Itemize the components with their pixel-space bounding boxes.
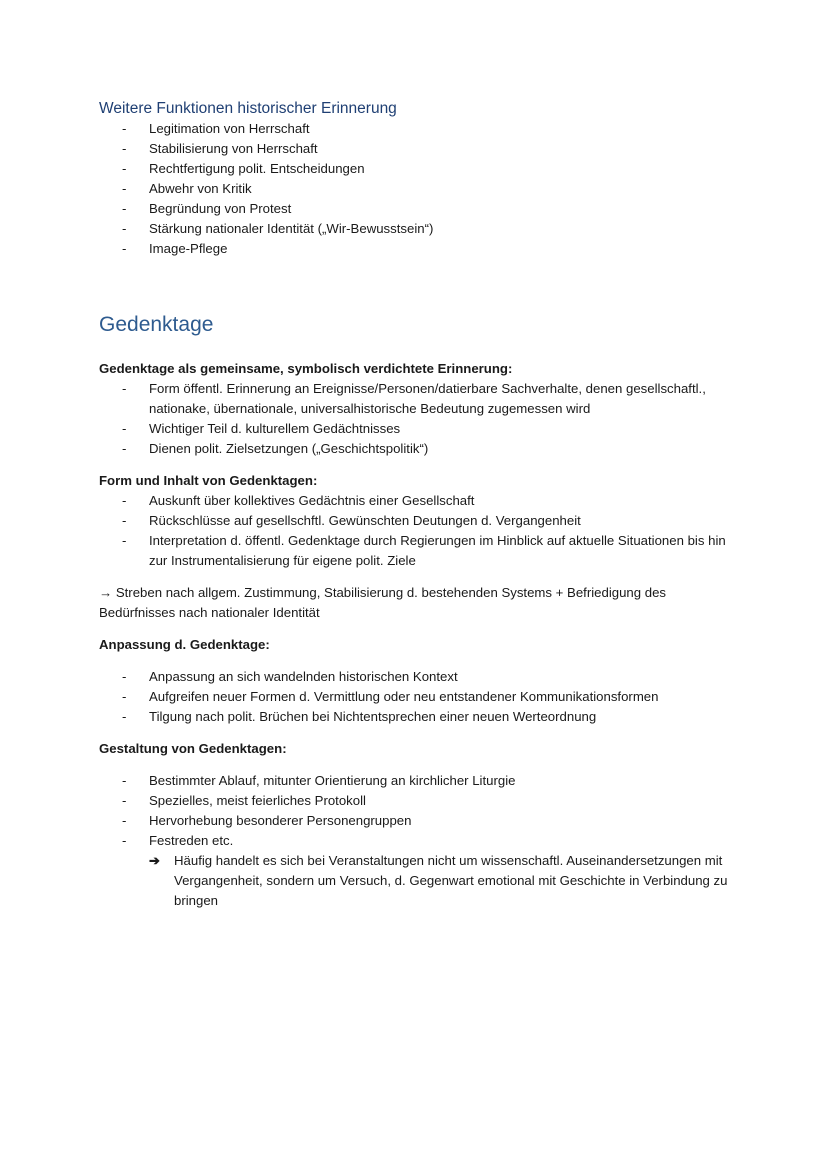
list-item: - Wichtiger Teil d. kulturellem Gedächtnisses: [99, 419, 739, 439]
arrow-right-icon: ➔: [149, 853, 161, 868]
list-item: - Spezielles, meist feierliches Protokoll: [99, 791, 739, 811]
list-item: - Bestimmter Ablauf, mitunter Orientierung an kirchlicher Liturgie: [99, 771, 739, 791]
block4-heading: Gestaltung von Gedenktagen:: [99, 741, 287, 756]
block1-list: [99, 379, 739, 459]
functions-list: [99, 119, 739, 259]
list-dash: -: [122, 513, 127, 528]
list-dash: -: [122, 833, 127, 848]
list-dash: -: [122, 441, 127, 456]
list-item: - Festreden etc.: [99, 831, 739, 851]
arrow-note-text: Häufig handelt es sich bei Veranstaltungen nicht um wissenschaftl. Auseinandersetzungen mit Vergangenheit, sondern um Versuch, d. Gegenwart emotional mit Geschichte in Verbindung zu bringen: [174, 853, 728, 908]
functions-heading: Weitere Funktionen historischer Erinnerung: [99, 100, 397, 117]
list-dash: -: [122, 121, 127, 136]
block4-list: [99, 771, 739, 851]
list-dash: -: [122, 241, 127, 256]
list-item: - Rückschlüsse auf gesellschftl. Gewünschten Deutungen d. Vergangenheit: [99, 511, 739, 531]
block3-heading: Anpassung d. Gedenktage:: [99, 637, 270, 652]
list-dash: -: [122, 689, 127, 704]
list-dash: -: [122, 533, 127, 548]
list-item: - Begründung von Protest: [99, 199, 739, 219]
list-item: - Dienen polit. Zielsetzungen („Geschichtspolitik“): [99, 439, 739, 459]
list-item: - Interpretation d. öffentl. Gedenktage durch Regierungen im Hinblick auf aktuelle Situationen bis hin zur Instrumentalisierung für eigene polit. Ziele: [122, 533, 726, 568]
list-item: - Image-Pflege: [99, 239, 739, 259]
list-dash: -: [122, 793, 127, 808]
list-dash: -: [122, 709, 127, 724]
list-dash: -: [122, 813, 127, 828]
block1-heading: Gedenktage als gemeinsame, symbolisch verdichtete Erinnerung:: [99, 361, 513, 376]
block3-list: [99, 667, 739, 727]
block2-list: [99, 491, 739, 571]
list-dash: -: [122, 493, 127, 508]
list-dash: -: [122, 161, 127, 176]
block2-heading: Form und Inhalt von Gedenktagen:: [99, 473, 318, 488]
list-item: - Rechtfertigung polit. Entscheidungen: [99, 159, 739, 179]
gedenktage-title: Gedenktage: [99, 313, 214, 336]
document-content: [99, 99, 739, 911]
list-item: - Hervorhebung besonderer Personengruppen: [99, 811, 739, 831]
list-dash: -: [122, 221, 127, 236]
list-dash: -: [122, 669, 127, 684]
block2-conclusion: → Streben nach allgem. Zustimmung, Stabilisierung d. bestehenden Systems + Befriedigung des Bedürfnisses nach nationaler Identität: [99, 585, 667, 620]
list-dash: -: [122, 201, 127, 216]
list-dash: -: [122, 773, 127, 788]
list-item: - Legitimation von Herrschaft: [99, 119, 739, 139]
list-item: - Aufgreifen neuer Formen d. Vermittlung oder neu entstandener Kommunikationsformen: [99, 687, 739, 707]
list-dash: -: [122, 421, 127, 436]
list-item: - Auskunft über kollektives Gedächtnis einer Gesellschaft: [99, 491, 739, 511]
list-item: - Abwehr von Kritik: [99, 179, 739, 199]
list-item: - Stabilisierung von Herrschaft: [99, 139, 739, 159]
list-dash: -: [122, 381, 127, 396]
block4-arrow-note: [99, 851, 739, 911]
list-item: - Anpassung an sich wandelnden historischen Kontext: [99, 667, 739, 687]
list-item: - Form öffentl. Erinnerung an Ereignisse/Personen/datierbare Sachverhalte, denen gesellschaftl., nationake, übernationale, universalhistorische Bedeutung zugemessen wird: [122, 381, 706, 416]
list-dash: -: [122, 181, 127, 196]
list-dash: -: [122, 141, 127, 156]
list-item: - Stärkung nationaler Identität („Wir-Bewusstsein“): [99, 219, 739, 239]
list-item: - Tilgung nach polit. Brüchen bei Nichtentsprechen einer neuen Werteordnung: [99, 707, 739, 727]
